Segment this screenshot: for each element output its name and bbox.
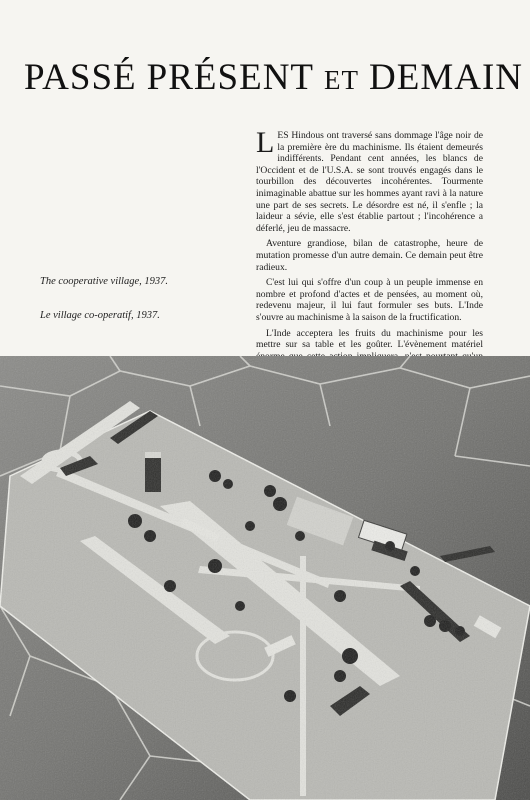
title-word-1: PASSÉ — [24, 57, 137, 98]
photo-grain — [0, 356, 530, 800]
caption-english: The cooperative village, 1937. — [40, 276, 169, 287]
title-word-3: ET — [324, 65, 360, 95]
paragraph-4: L'Inde acceptera les fruits du machinisme pour les mettre sur sa table et les goûter. L'évènement matériel — [256, 327, 483, 351]
title-word-2: PRÉSENT — [146, 57, 315, 98]
drop-cap: L — [256, 126, 275, 159]
paragraph-1-text: ES Hindous ont traversé sans dommage l'âge noir de la première ère du machinisme. Ils étaient demeurés indifférents. Pendant cent années, les blancs de l'Occident et de l'U.S.A. se sont trouvés engagés dans le tourbillon des découvertes incohérentes. Tourmente inimaginable abattue sur les hommes ayant ravi à la nature une part de ses secrets. Le désordre est né, il s'enfle ; la laideur a sévie, elle s'est établie partout ; l'incohérence a déferlé, jeu de massacre. — [256, 130, 483, 234]
title-word-4: DEMAIN — [369, 57, 524, 98]
caption-french: Le village co-operatif, 1937. — [40, 310, 160, 321]
paragraph-3: C'est lui qui s'offre d'un coup à un peuple immense en nombre et profond d'actes et de pensées, au moment où, redevenu majeur, il lui faut formuler ses buts. L'Inde s'ouvre au machinisme à la saison de la fructification. — [256, 277, 483, 323]
paragraph-1 — [256, 126, 483, 234]
page-title — [24, 56, 524, 99]
village-model-photo — [0, 356, 530, 800]
paragraph-2: Aventure grandiose, bilan de catastrophe, heure de mutation promesse d'un autre demain. Ce demain peut être radieux. — [256, 238, 483, 273]
